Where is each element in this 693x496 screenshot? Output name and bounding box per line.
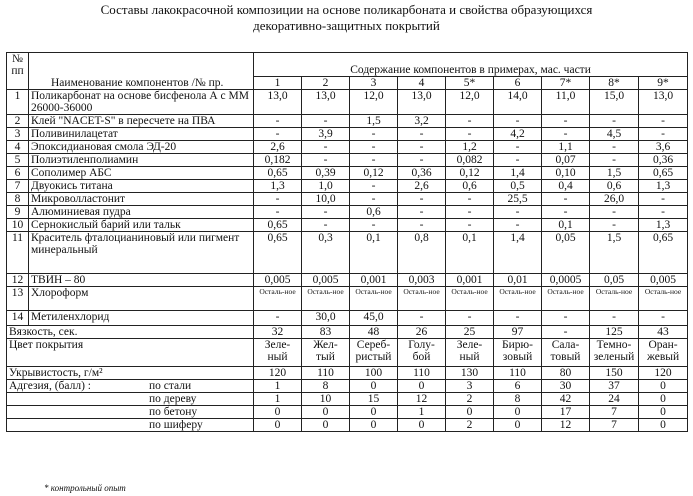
value-cell: - [350,193,398,206]
value-cell: - [350,128,398,141]
value-cell: 0,07 [542,154,590,167]
value-cell: 0 [350,380,398,393]
value-cell: 97 [494,326,542,339]
title-line-1: Составы лакокрасочной композиции на основе поликарбоната и свойства образующихся [100,2,593,17]
value-cell: 1,2 [446,141,494,154]
value-cell: 10 [302,393,350,406]
value-cell: 3,9 [302,128,350,141]
component-name: Сополимер АБС [29,167,254,180]
value-cell: 110 [494,367,542,380]
value-cell: 0,6 [350,206,398,219]
value-cell: 0,5 [494,180,542,193]
value-cell: Осталь-ное [350,287,398,311]
property-row [7,326,688,339]
value-cell: Осталь-ное [446,287,494,311]
value-cell: 1 [398,406,446,419]
value-cell: - [590,219,639,232]
value-cell: 1,3 [254,180,302,193]
value-cell: 0 [254,419,302,432]
value-cell: 0,3 [302,232,350,274]
component-name: Краситель фталоцианиновый или пигмент минеральный [29,232,254,274]
value-cell: 0,01 [494,274,542,287]
value-cell: 0,182 [254,154,302,167]
value-cell: - [639,128,688,141]
header-num-line-1: № [12,53,23,65]
row-number: 1 [7,90,29,115]
value-cell: 0,39 [302,167,350,180]
property-row [7,339,688,367]
value-cell: 10,0 [302,193,350,206]
row-number: 8 [7,193,29,206]
table-row [7,90,688,115]
value-cell: 0,36 [639,154,688,167]
value-cell: 25 [446,326,494,339]
value-cell: 83 [302,326,350,339]
value-cell: - [542,193,590,206]
table-row [7,141,688,154]
value-cell: - [398,193,446,206]
value-cell: 1,5 [350,115,398,128]
adhesion-label [7,380,254,393]
row-number: 4 [7,141,29,154]
value-cell: 1,3 [639,180,688,193]
example-number: 3 [350,77,398,90]
value-cell: 0,65 [254,219,302,232]
value-cell: 3 [446,380,494,393]
component-name: Поликарбонат на основе бисфенола А с ММ 26000-36000 [29,90,254,115]
value-cell: - [302,141,350,154]
value-cell: 0 [446,406,494,419]
value-cell: 2 [446,393,494,406]
value-cell: 0,65 [639,167,688,180]
value-cell: 13,0 [254,90,302,115]
value-cell: - [639,115,688,128]
table-row [7,128,688,141]
value-cell: 37 [590,380,639,393]
value-cell: - [350,141,398,154]
value-cell: 0,082 [446,154,494,167]
component-name: Клей "NACET-S" в пересчете на ПВА [29,115,254,128]
value-cell: 0,65 [639,232,688,274]
value-cell: 0,1 [446,232,494,274]
value-cell: 0,6 [590,180,639,193]
value-cell: 0 [350,419,398,432]
value-cell: - [302,219,350,232]
table-row [7,154,688,167]
value-cell: - [398,141,446,154]
value-cell: 4,2 [494,128,542,141]
value-cell: 0,003 [398,274,446,287]
adhesion-surface: по стали [149,380,192,392]
value-cell: Темно-зеленый [590,339,639,367]
adhesion-row [7,419,688,432]
footnote: * контрольный опыт [44,483,126,493]
value-cell: 1,1 [542,141,590,154]
example-number: 2 [302,77,350,90]
value-cell: Зеле-ный [254,339,302,367]
value-cell: 48 [350,326,398,339]
value-cell: 13,0 [639,90,688,115]
table-row [7,206,688,219]
value-cell: 7 [590,419,639,432]
value-cell: 0 [398,380,446,393]
value-cell: 45,0 [350,311,398,326]
value-cell: - [590,154,639,167]
value-cell: 0 [302,419,350,432]
value-cell: 0,65 [254,167,302,180]
value-cell: 0,005 [302,274,350,287]
value-cell: 0 [302,406,350,419]
value-cell: 1,5 [590,167,639,180]
component-name: Эпоксидиановая смола ЭД-20 [29,141,254,154]
row-number: 9 [7,206,29,219]
value-cell: 15,0 [590,90,639,115]
value-cell: 0,12 [446,167,494,180]
table-row [7,232,688,274]
value-cell: 1,4 [494,167,542,180]
value-cell: 17 [542,406,590,419]
example-number: 4 [398,77,446,90]
value-cell: 110 [398,367,446,380]
value-cell: - [494,154,542,167]
value-cell: 100 [350,367,398,380]
value-cell: 0,8 [398,232,446,274]
value-cell: 12,0 [446,90,494,115]
value-cell: 2,6 [254,141,302,154]
value-cell: Зеле-ный [446,339,494,367]
value-cell: 0 [254,406,302,419]
value-cell: - [254,115,302,128]
row-number: 10 [7,219,29,232]
value-cell: 1,0 [302,180,350,193]
value-cell: 150 [590,367,639,380]
value-cell: 0 [639,380,688,393]
example-number: 9* [639,77,688,90]
adhesion-row [7,380,688,393]
property-name: Цвет покрытия [7,339,254,367]
value-cell: 0,4 [542,180,590,193]
value-cell: - [350,219,398,232]
value-cell: 11,0 [542,90,590,115]
value-cell: - [254,128,302,141]
row-number: 12 [7,274,29,287]
value-cell: 125 [590,326,639,339]
example-number: 1 [254,77,302,90]
adhesion-label [7,393,254,406]
value-cell: 6 [494,380,542,393]
value-cell: 0,005 [254,274,302,287]
value-cell: 0 [350,406,398,419]
value-cell: 120 [639,367,688,380]
adhesion-surface: по дереву [149,393,197,405]
value-cell: 0 [494,419,542,432]
adhesion-surface: по шиферу [149,419,203,431]
value-cell: - [494,206,542,219]
value-cell: 130 [446,367,494,380]
page-title [0,2,693,34]
value-cell: - [542,326,590,339]
value-cell: 3,6 [639,141,688,154]
value-cell: 32 [254,326,302,339]
row-number: 2 [7,115,29,128]
example-number: 7* [542,77,590,90]
value-cell: Осталь-ное [590,287,639,311]
value-cell: 1 [254,380,302,393]
value-cell: - [350,180,398,193]
adhesion-title: Адгезия, (балл) : [9,380,91,392]
row-number: 11 [7,232,29,274]
value-cell: 0 [639,419,688,432]
value-cell: 0 [494,406,542,419]
table-row [7,193,688,206]
value-cell: - [446,193,494,206]
adhesion-row [7,406,688,419]
value-cell: 24 [590,393,639,406]
value-cell: - [590,206,639,219]
row-number: 5 [7,154,29,167]
value-cell: - [398,128,446,141]
value-cell: 4,5 [590,128,639,141]
value-cell: 8 [302,380,350,393]
value-cell: 8 [494,393,542,406]
value-cell: - [398,206,446,219]
value-cell: - [494,141,542,154]
header-num [7,53,29,90]
value-cell: Сереб-ристый [350,339,398,367]
component-name: ТВИН – 80 [29,274,254,287]
value-cell: 2 [446,419,494,432]
value-cell: 43 [639,326,688,339]
value-cell: - [639,206,688,219]
value-cell: 0,10 [542,167,590,180]
value-cell: 30 [542,380,590,393]
component-name: Полиэтиленполиамин [29,154,254,167]
table-row [7,167,688,180]
value-cell: - [590,141,639,154]
component-name: Поливинилацетат [29,128,254,141]
value-cell: Жел-тый [302,339,350,367]
adhesion-row [7,393,688,406]
row-number: 6 [7,167,29,180]
example-number: 6 [494,77,542,90]
value-cell: - [254,206,302,219]
value-cell: - [302,115,350,128]
value-cell: 15 [350,393,398,406]
value-cell: - [302,206,350,219]
value-cell: 0,1 [350,232,398,274]
value-cell: 0,65 [254,232,302,274]
value-cell: 30,0 [302,311,350,326]
value-cell: 0 [639,406,688,419]
property-row [7,367,688,380]
value-cell: 0,0005 [542,274,590,287]
value-cell: - [590,115,639,128]
value-cell: 13,0 [302,90,350,115]
table-row [7,274,688,287]
value-cell: 0,12 [350,167,398,180]
value-cell: - [446,311,494,326]
row-number: 7 [7,180,29,193]
table-row [7,287,688,311]
header-group: Содержание компонентов в примерах, мас. части [254,53,688,77]
value-cell: 0,001 [350,274,398,287]
component-name: Хлороформ [29,287,254,311]
composition-table [6,52,688,432]
value-cell: - [542,311,590,326]
value-cell: 0 [639,393,688,406]
value-cell: 42 [542,393,590,406]
table-row [7,115,688,128]
value-cell: 0,005 [639,274,688,287]
value-cell: 26 [398,326,446,339]
value-cell: 1 [254,393,302,406]
value-cell: Осталь-ное [494,287,542,311]
property-name: Укрывистость, г/м² [7,367,254,380]
value-cell: - [639,311,688,326]
value-cell: 80 [542,367,590,380]
value-cell: 0,6 [446,180,494,193]
component-name: Алюминиевая пудра [29,206,254,219]
example-number: 5* [446,77,494,90]
value-cell: 0,05 [542,232,590,274]
value-cell: 1,5 [590,232,639,274]
value-cell: Голу-бой [398,339,446,367]
component-name: Микроволластонит [29,193,254,206]
value-cell: Осталь-ное [542,287,590,311]
value-cell: Осталь-ное [254,287,302,311]
value-cell: Оран-жевый [639,339,688,367]
value-cell: - [542,115,590,128]
value-cell: Осталь-ное [639,287,688,311]
value-cell: - [302,154,350,167]
value-cell: 2,6 [398,180,446,193]
value-cell: 13,0 [398,90,446,115]
value-cell: Бирю-зовый [494,339,542,367]
value-cell: 12 [398,393,446,406]
value-cell: - [254,311,302,326]
value-cell: Сала-товый [542,339,590,367]
row-number: 3 [7,128,29,141]
table-row [7,311,688,326]
component-name: Сернокислый барий или тальк [29,219,254,232]
adhesion-label [7,406,254,419]
component-name: Двуокись титана [29,180,254,193]
value-cell: Осталь-ное [302,287,350,311]
header-name: Наименование компонентов /№ пр. [29,53,254,90]
value-cell: 12 [542,419,590,432]
value-cell: - [398,219,446,232]
adhesion-surface: по бетону [149,406,198,418]
adhesion-label [7,419,254,432]
value-cell: - [350,154,398,167]
value-cell: 0 [398,419,446,432]
example-number: 8* [590,77,639,90]
value-cell: 25,5 [494,193,542,206]
value-cell: 12,0 [350,90,398,115]
value-cell: - [446,219,494,232]
value-cell: - [494,115,542,128]
value-cell: - [446,115,494,128]
value-cell: - [590,311,639,326]
value-cell: - [494,219,542,232]
title-line-2: декоративно-защитных покрытий [253,18,440,33]
value-cell: 120 [254,367,302,380]
row-number: 14 [7,311,29,326]
value-cell: 1,3 [639,219,688,232]
value-cell: 0,05 [590,274,639,287]
value-cell: - [639,193,688,206]
value-cell: 7 [590,406,639,419]
table-row [7,219,688,232]
table-row [7,180,688,193]
value-cell: - [542,128,590,141]
value-cell: - [542,206,590,219]
value-cell: 0,1 [542,219,590,232]
value-cell: 0,36 [398,167,446,180]
value-cell: Осталь-ное [398,287,446,311]
value-cell: 110 [302,367,350,380]
value-cell: 0,001 [446,274,494,287]
value-cell: - [398,154,446,167]
header-num-line-2: пп [11,65,24,77]
property-name: Вязкость, сек. [7,326,254,339]
value-cell: 3,2 [398,115,446,128]
value-cell: - [446,206,494,219]
value-cell: - [254,193,302,206]
row-number: 13 [7,287,29,311]
value-cell: - [494,311,542,326]
value-cell: - [398,311,446,326]
value-cell: - [446,128,494,141]
value-cell: 1,4 [494,232,542,274]
value-cell: 26,0 [590,193,639,206]
component-name: Метиленхлорид [29,311,254,326]
value-cell: 14,0 [494,90,542,115]
